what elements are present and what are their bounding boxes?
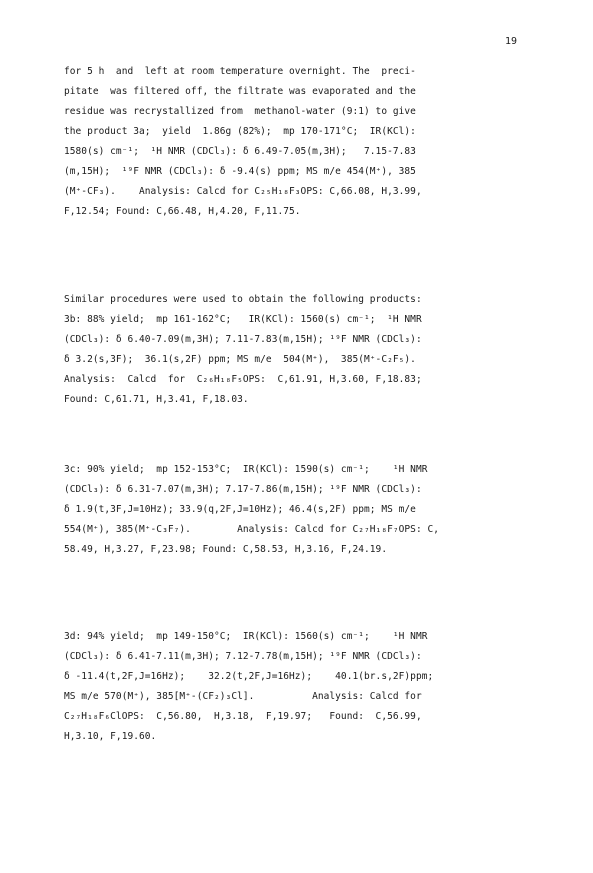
text-line: C₂₇H₁₈F₆ClOPS: C,56.80, H,3.18, F,19.97; Found: C,56.99, — [64, 711, 422, 722]
text-line: (CDCl₃): δ 6.31-7.07(m,3H); 7.17-7.86(m,15H); ¹⁹F NMR (CDCl₃): — [64, 484, 422, 495]
text-line: the product 3a; yield 1.86g (82%); mp 170-171°C; IR(KCl): — [64, 126, 416, 137]
text-line: δ 1.9(t,3F,J=10Hz); 33.9(q,2F,J=10Hz); 46.4(s,2F) ppm; MS m/e — [64, 504, 416, 515]
text-line: for 5 h and left at room temperature overnight. The preci- — [64, 66, 416, 77]
text-line: δ 3.2(s,3F); 36.1(s,2F) ppm; MS m/e 504(M⁺), 385(M⁺-C₂F₅). — [64, 354, 416, 365]
text-line: Found: C,61.71, H,3.41, F,18.03. — [64, 394, 249, 405]
text-line: 1580(s) cm⁻¹; ¹H NMR (CDCl₃): δ 6.49-7.05(m,3H); 7.15-7.83 — [64, 146, 416, 157]
text-line: (m,15H); ¹⁹F NMR (CDCl₃): δ -9.4(s) ppm; MS m/e 454(M⁺), 385 — [64, 166, 416, 177]
paragraph-product-3a — [64, 62, 524, 222]
text-line: pitate was filtered off, the filtrate was evaporated and the — [64, 86, 416, 97]
text-line: F,12.54; Found: C,66.48, H,4.20, F,11.75. — [64, 206, 301, 217]
text-line: MS m/e 570(M⁺), 385[M⁺-(CF₂)₃Cl]. Analysis: Calcd for — [64, 691, 422, 702]
text-line: H,3.10, F,19.60. — [64, 731, 157, 742]
text-line: Similar procedures were used to obtain the following products: — [64, 294, 422, 305]
paragraph-product-3b — [64, 290, 524, 410]
paragraph-product-3d — [64, 627, 524, 747]
text-line: 554(M⁺), 385(M⁺-C₃F₇). Analysis: Calcd for C₂₇H₁₈F₇OPS: C, — [64, 524, 440, 535]
text-line: Analysis: Calcd for C₂₆H₁₈F₅OPS: C,61.91, H,3.60, F,18.83; — [64, 374, 422, 385]
page-number: 19 — [505, 36, 518, 47]
paragraph-product-3c — [64, 460, 524, 560]
text-line: (M⁺-CF₃). Analysis: Calcd for C₂₅H₁₈F₃OPS: C,66.08, H,3.99, — [64, 186, 422, 197]
text-line: residue was recrystallized from methanol-water (9:1) to give — [64, 106, 416, 117]
text-line: (CDCl₃): δ 6.41-7.11(m,3H); 7.12-7.78(m,15H); ¹⁹F NMR (CDCl₃): — [64, 651, 422, 662]
text-line: 58.49, H,3.27, F,23.98; Found: C,58.53, H,3.16, F,24.19. — [64, 544, 388, 555]
text-line: 3d: 94% yield; mp 149-150°C; IR(KCl): 1560(s) cm⁻¹; ¹H NMR — [64, 631, 428, 642]
text-line: δ -11.4(t,2F,J=16Hz); 32.2(t,2F,J=16Hz); 40.1(br.s,2F)ppm; — [64, 671, 434, 682]
text-line: (CDCl₃): δ 6.40-7.09(m,3H); 7.11-7.83(m,15H); ¹⁹F NMR (CDCl₃): — [64, 334, 422, 345]
text-line: 3b: 88% yield; mp 161-162°C; IR(KCl): 1560(s) cm⁻¹; ¹H NMR — [64, 314, 422, 325]
text-line: 3c: 90% yield; mp 152-153°C; IR(KCl): 1590(s) cm⁻¹; ¹H NMR — [64, 464, 428, 475]
